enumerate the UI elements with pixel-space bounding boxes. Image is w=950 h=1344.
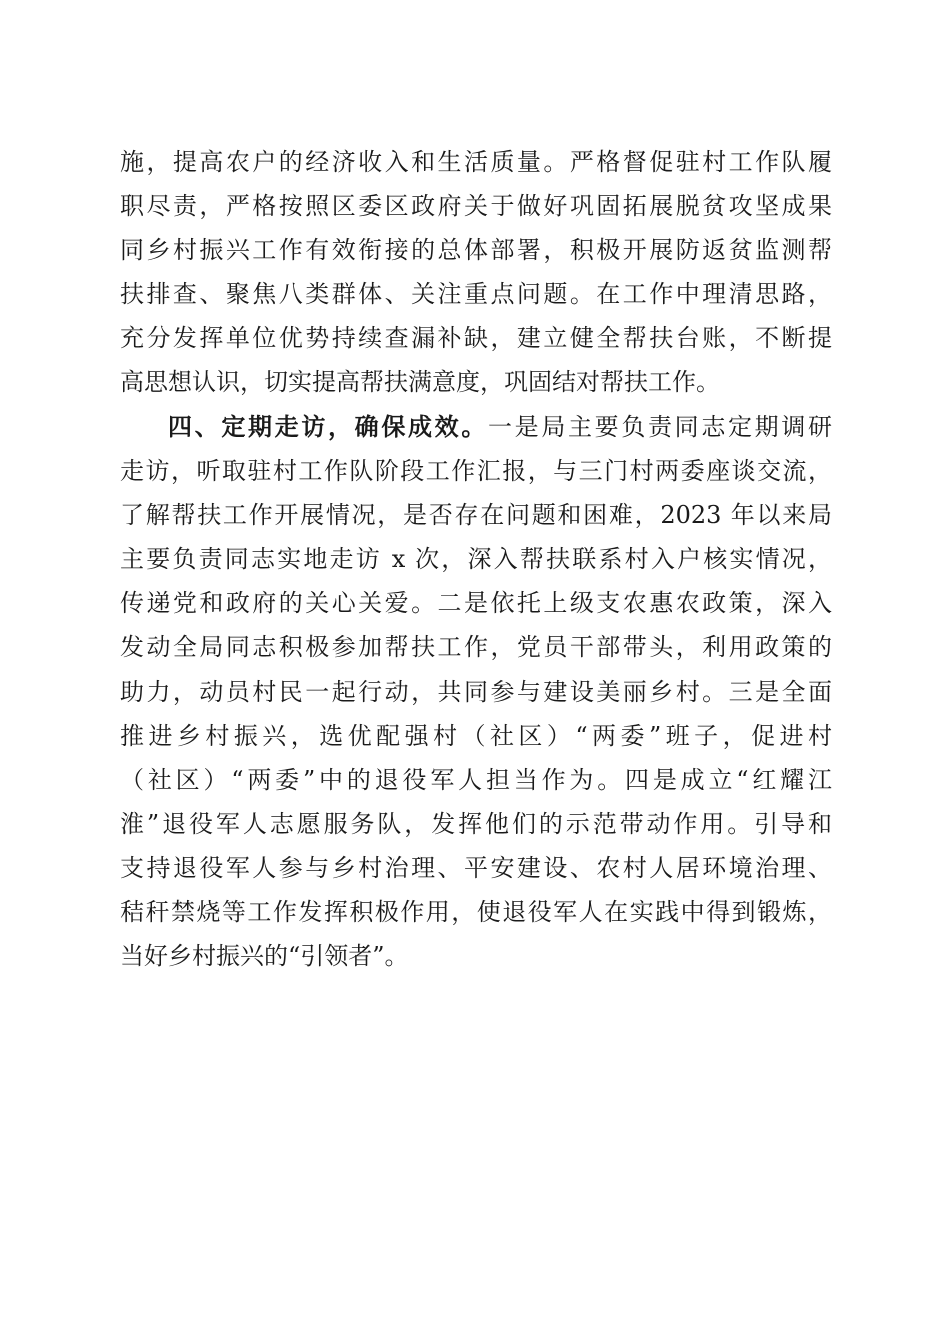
- paragraph-line: 高思想认识，切实提高帮扶满意度，巩固结对帮扶工作。: [120, 368, 720, 397]
- paragraph-line: （社区）“两委”中的退役军人担当作为。四是成立“红耀江: [120, 765, 832, 794]
- paragraph-line: 推进乡村振兴，选优配强村（社区）“两委”班子，促进村: [120, 721, 832, 750]
- paragraph-line: 助力，动员村民一起行动，共同参与建设美丽乡村。三是全面: [120, 677, 832, 706]
- paragraph-line: 淮”退役军人志愿服务队，发挥他们的示范带动作用。引导和: [120, 809, 832, 838]
- paragraph-line: 支持退役军人参与乡村治理、平安建设、农村人居环境治理、: [120, 853, 832, 882]
- section-heading: 四、定期走访，确保成效。: [168, 412, 488, 441]
- paragraph-line: 扶排查、聚焦八类群体、关注重点问题。在工作中理清思路，: [120, 280, 832, 309]
- paragraph-line: 了解帮扶工作开展情况，是否存在问题和困难，2023 年以来局: [120, 501, 832, 530]
- paragraph-line: 充分发挥单位优势持续查漏补缺，建立健全帮扶台账，不断提: [120, 324, 832, 353]
- paragraph-line: 当好乡村振兴的“引领者”。: [120, 942, 409, 971]
- paragraph-line: 秸秆禁烧等工作发挥积极作用，使退役军人在实践中得到锻炼，: [120, 898, 832, 927]
- paragraph-line: 主要负责同志实地走访 x 次，深入帮扶联系村入户核实情况，: [120, 545, 832, 574]
- paragraph-first-line: [120, 405, 832, 449]
- paragraph-line: 职尽责，严格按照区委区政府关于做好巩固拓展脱贫攻坚成果: [120, 192, 832, 221]
- paragraph-line: 走访，听取驻村工作队阶段工作汇报，与三门村两委座谈交流，: [120, 457, 832, 486]
- paragraph-continuation: [120, 140, 832, 405]
- paragraph-line: 发动全局同志积极参加帮扶工作，党员干部带头，利用政策的: [120, 633, 832, 662]
- paragraph-line: 传递党和政府的关心关爱。二是依托上级支农惠农政策，深入: [120, 589, 832, 618]
- paragraph-first-line-text: 一是局主要负责同志定期调研: [488, 413, 832, 441]
- paragraph-line: 同乡村振兴工作有效衔接的总体部署，积极开展防返贫监测帮: [120, 236, 832, 265]
- paragraph-line: 施，提高农户的经济收入和生活质量。严格督促驻村工作队履: [120, 148, 832, 176]
- section-four-paragraph: [120, 405, 832, 978]
